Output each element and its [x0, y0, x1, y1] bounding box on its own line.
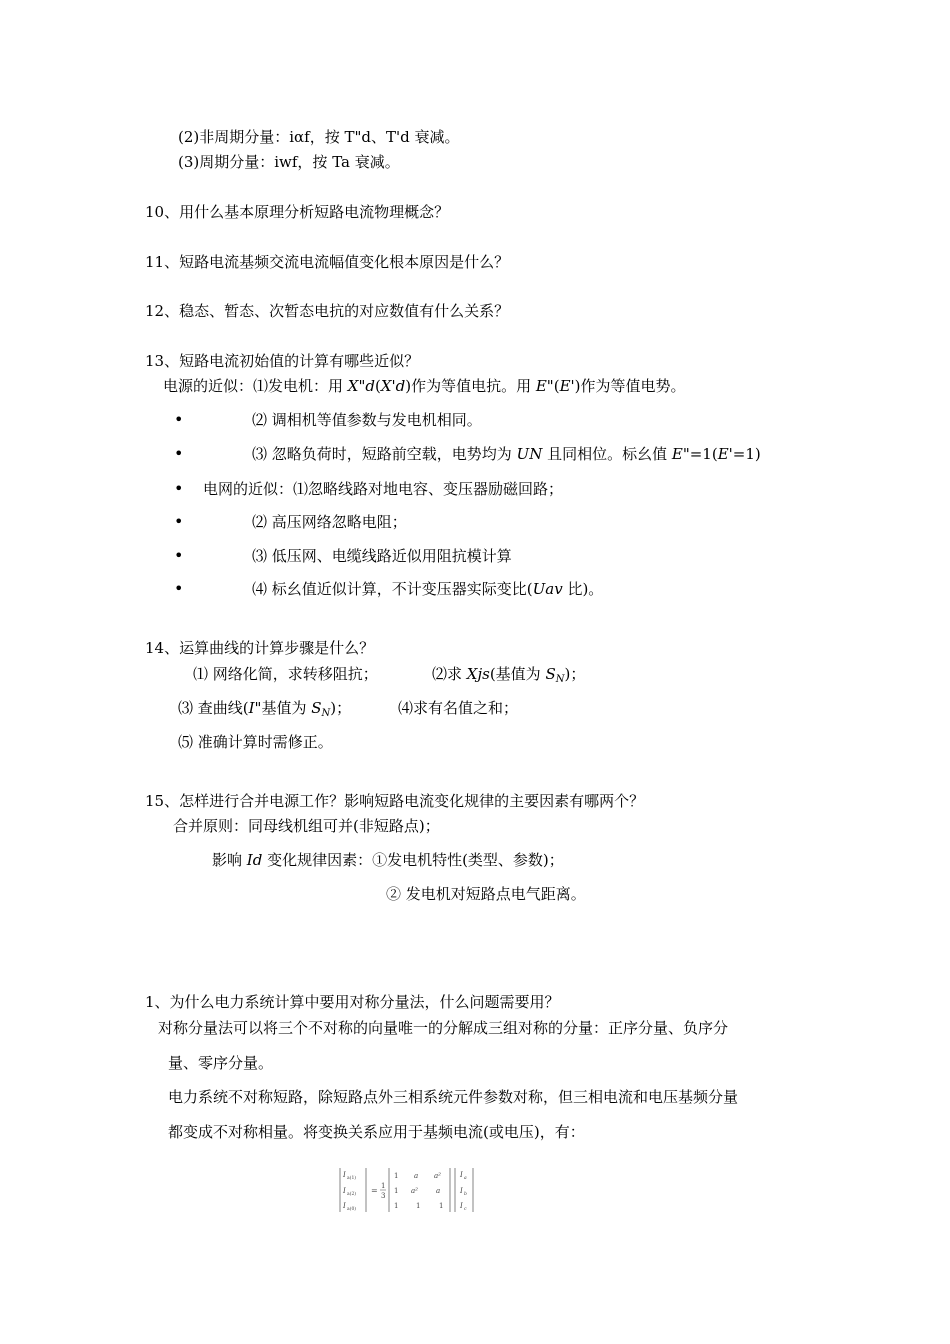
matrix-rhs-1: I — [460, 1187, 463, 1195]
text-span: UN — [516, 445, 543, 463]
matrix-lhs-2: I — [343, 1202, 346, 1210]
text-span: ⑶ 忽略负荷时，短路前空载，电势均为 — [252, 445, 517, 463]
matrix-cell: 1 — [394, 1187, 399, 1195]
text-line: ⑴ 网络化简，求转移阻抗； — [193, 665, 378, 683]
text-line: 电网的近似：⑴忽略线路对地电容、变压器励磁回路； — [203, 480, 564, 498]
matrix-rhs-sub-2: c — [464, 1207, 467, 1212]
bullet-icon: • — [174, 546, 184, 565]
text-span: (基值为 — [489, 665, 546, 683]
text-span: 变化规律因素：①发电机特性(类型、参数)； — [262, 851, 564, 869]
question-11: 11、短路电流基频交流电流幅值变化根本原因是什么？ — [145, 253, 510, 271]
text-line: (3)周期分量：iwf，按 Ta 衰减。 — [178, 153, 400, 171]
text-line: ⑶ 低压网、电缆线路近似用阻抗模计算 — [252, 547, 512, 565]
text-span: I" — [248, 699, 262, 717]
matrix-lhs-sub-0: a(1) — [347, 1176, 357, 1181]
bullet-icon: • — [174, 444, 184, 463]
text-span: =1( — [689, 445, 718, 463]
matrix-rhs-2: I — [460, 1202, 463, 1210]
text-span: S — [545, 665, 556, 683]
matrix-cell: 1 — [416, 1202, 421, 1210]
text-span: X'd — [380, 377, 406, 395]
text-span: 比)。 — [562, 580, 604, 598]
text-line — [212, 850, 564, 870]
bullet-icon: • — [174, 579, 184, 598]
question-12: 12、稳态、暂态、次暂态电抗的对应数值有什么关系？ — [145, 302, 510, 320]
text-span: Uav — [532, 580, 563, 598]
text-line: 电力系统不对称短路，除短路点外三相系统元件参数对称，但三相电流和电压基频分量 — [168, 1088, 739, 1106]
text-span: X"d — [347, 377, 375, 395]
matrix-cell: 1 — [394, 1172, 399, 1180]
text-line: ⑷求有名值之和； — [398, 699, 519, 717]
text-span: 电源的近似：⑴发电机：用 — [163, 377, 348, 395]
text-span: )作为等值电势。 — [574, 377, 686, 395]
matrix-lhs-1: I — [343, 1187, 346, 1195]
text-line: 对称分量法可以将三个不对称的向量唯一的分解成三组对称的分量：正序分量、负序分 — [158, 1019, 729, 1037]
matrix-cell: 1 — [394, 1202, 399, 1210]
text-span: ⑶ 查曲线( — [178, 699, 249, 717]
text-span: =1) — [732, 445, 761, 463]
bullet-icon: • — [174, 479, 184, 498]
matrix-equals: = — [371, 1186, 378, 1195]
matrix-cell: 1 — [439, 1202, 444, 1210]
text-line — [178, 698, 351, 721]
text-line: (2)非周期分量：iαf，按 T"d、T'd 衰减。 — [178, 128, 460, 146]
text-line — [432, 664, 585, 687]
matrix-rhs-sub-1: b — [464, 1192, 467, 1197]
matrix-lhs-sub-2: a(0) — [347, 1207, 357, 1212]
text-span: E" — [671, 445, 690, 463]
text-line — [163, 376, 686, 396]
text-line: ② 发电机对短路点电气距离。 — [386, 885, 586, 903]
text-span: E' — [717, 445, 733, 463]
text-span: )作为等值电抗。用 — [405, 377, 536, 395]
text-span: )； — [330, 699, 352, 717]
matrix-cell: a — [414, 1172, 419, 1180]
matrix-cell: a² — [411, 1187, 418, 1195]
text-span: 影响 — [212, 851, 247, 869]
matrix-cell: a — [436, 1187, 441, 1195]
text-span: N — [555, 674, 565, 685]
matrix-frac-num: 1 — [381, 1182, 386, 1190]
text-line: ⑵ 调相机等值参数与发电机相同。 — [252, 411, 482, 429]
text-line: 合并原则：同母线机组可并(非短路点)； — [173, 817, 440, 835]
text-span: Xjs — [466, 665, 490, 683]
text-line: 量、零序分量。 — [168, 1054, 274, 1072]
bullet-icon: • — [174, 410, 184, 429]
text-span: ( — [553, 377, 560, 395]
text-span: ⑵求 — [432, 665, 467, 683]
text-span: 基值为 — [261, 699, 312, 717]
matrix-frac-den: 3 — [381, 1192, 386, 1200]
text-line: ⑸ 准确计算时需修正。 — [178, 733, 333, 751]
matrix-lhs-sub-1: a(2) — [347, 1192, 357, 1197]
matrix-lhs-0: I — [343, 1171, 346, 1179]
matrix-cell: a² — [434, 1172, 441, 1180]
question-15: 15、怎样进行合并电源工作？影响短路电流变化规律的主要因素有哪两个？ — [145, 792, 645, 810]
matrix-rhs-sub-0: a — [464, 1176, 467, 1181]
text-span: S — [311, 699, 322, 717]
text-span: N — [321, 708, 331, 719]
text-line: ⑵ 高压网络忽略电阻； — [252, 513, 407, 531]
text-span: ⑷ 标幺值近似计算，不计变压器实际变比( — [252, 580, 533, 598]
question-13: 13、短路电流初始值的计算有哪些近似？ — [145, 352, 420, 370]
text-line — [252, 579, 603, 599]
text-span: 且同相位。标幺值 — [542, 445, 672, 463]
question-14: 14、运算曲线的计算步骤是什么？ — [145, 639, 375, 657]
text-span: Id — [246, 851, 263, 869]
text-span: ( — [374, 377, 381, 395]
question-10: 10、用什么基本原理分析短路电流物理概念？ — [145, 203, 450, 221]
text-span: E" — [535, 377, 554, 395]
text-span: )； — [564, 665, 586, 683]
text-line — [252, 444, 761, 464]
matrix-equation — [338, 1166, 478, 1214]
matrix-rhs-0: I — [460, 1171, 463, 1179]
text-line: 都变成不对称相量。将变换关系应用于基频电流(或电压)，有： — [168, 1123, 585, 1141]
question-1: 1、为什么电力系统计算中要用对称分量法，什么问题需要用？ — [145, 993, 560, 1011]
bullet-icon: • — [174, 512, 184, 531]
text-span: E' — [559, 377, 575, 395]
